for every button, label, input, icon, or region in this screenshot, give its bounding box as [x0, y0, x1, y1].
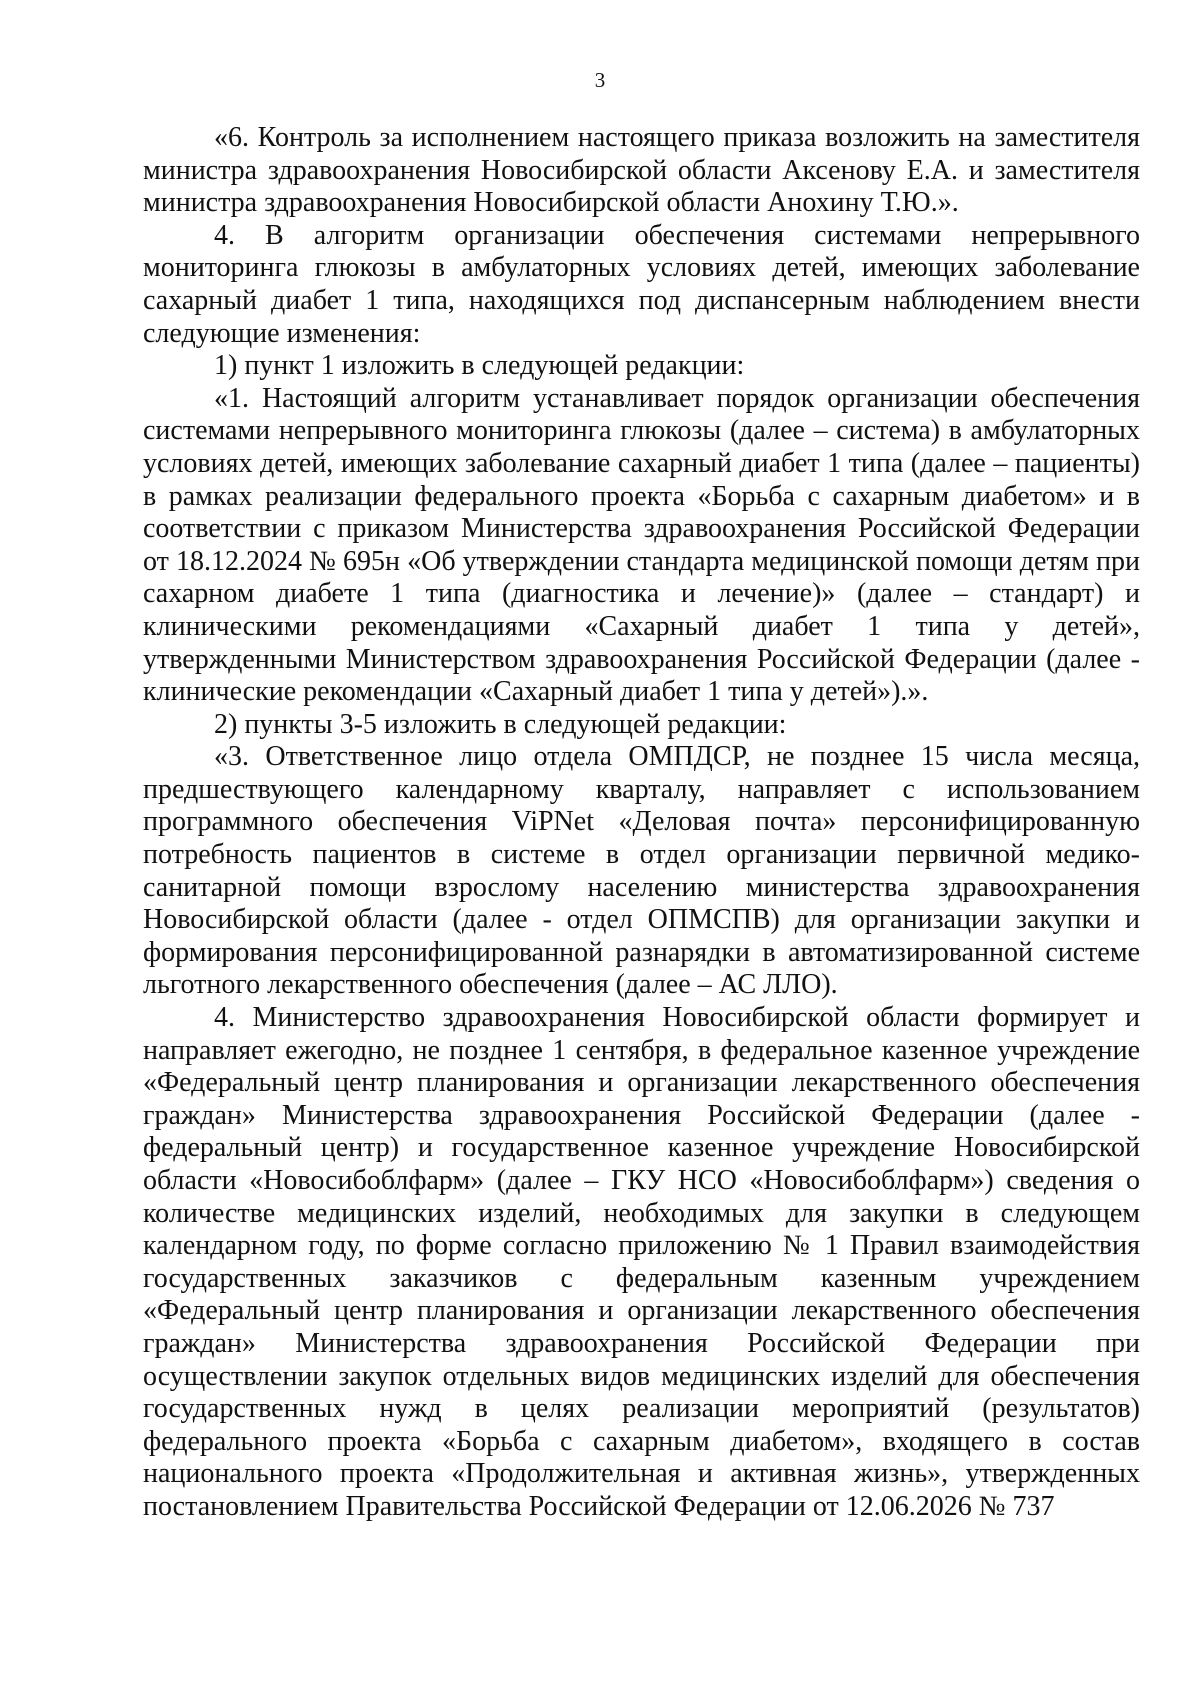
paragraph-control-clause: «6. Контроль за исполнением настоящего приказа возложить на заместителя министра здравоохранения Новосибирской области Аксенову Е.А. и заместителя министра здравоохранения Новосибирской области Анохину Т.Ю.». — [143, 122, 1140, 219]
paragraph-item-1-text: «1. Настоящий алгоритм устанавливает порядок организации обеспечения системами непрерывного мониторинга глюкозы (далее – система) в амбулаторных условиях детей, имеющих заболевание сахарный диабет 1 типа (далее – пациенты) в рамках реализации федерального проекта «Борьба с сахарным диабетом» и в соответствии с приказом Министерства здравоохранения Российской Федерации от 18.12.2024 № 695н «Об утверждении стандарта медицинской помощи детям при сахарном диабете 1 типа (диагностика и лечение)» (далее – стандарт) и клиническими рекомендациями «Сахарный диабет 1 типа у детей», утвержденными Министерством здравоохранения Российской Федерации (далее - клинические рекомендации «Сахарный диабет 1 типа у детей»).». — [143, 382, 1140, 708]
paragraph-item-1-intro: 1) пункт 1 изложить в следующей редакции: — [214, 350, 745, 382]
paragraph-item-4-text: 4. Министерство здравоохранения Новосибирской области формирует и направляет ежегодно, не позднее 1 сентября, в федеральное казенное учреждение «Федеральный центр планирования и организации лекарственного обеспечения граждан» Министерства здравоохранения Российской Федерации (далее - федеральный центр) и государственное казенное учреждение Новосибирской области «Новосибоблфарм» (далее – ГКУ НСО «Новосибоблфарм») сведения о количестве медицинских изделий, необходимых для закупки в следующем календарном году, по форме согласно приложению № 1 Правил взаимодействия государственных заказчиков с федеральным казенным учреждением «Федеральный центр планирования и организации лекарственного обеспечения граждан» Министерства здравоохранения Российской Федерации при осуществлении закупок отдельных видов медицинских изделий для обеспечения государственных нужд в целях реализации мероприятий (результатов) федерального проекта «Борьба с сахарным диабетом», входящего в состав национального проекта «Продолжительная и активная жизнь», утвержденных постановлением Правительства Российской Федерации от 12.06.2026 № 737 — [143, 1002, 1140, 1522]
paragraph-items-3-5-intro: 2) пункты 3-5 изложить в следующей редакции: — [214, 708, 787, 740]
page-number: 3 — [594, 68, 606, 92]
document-body — [143, 122, 1140, 1524]
paragraph-item-3-text: «3. Ответственное лицо отдела ОМПДСР, не позднее 15 числа месяца, предшествующего календарному кварталу, направляет с использованием программного обеспечения ViPNet «Деловая почта» персонифицированную потребность пациентов в системе в отдел организации первичной медико-санитарной помощи взрослому населению министерства здравоохранения Новосибирской области (далее - отдел ОПМСПВ) для организации закупки и формирования персонифицированной разнарядки в автоматизированной системе льготного лекарственного обеспечения (далее – АС ЛЛО). — [143, 741, 1140, 1001]
paragraph-algorithm-changes: 4. В алгоритм организации обеспечения системами непрерывного мониторинга глюкозы в амбулаторных условиях детей, имеющих заболевание сахарный диабет 1 типа, находящихся под диспансерным наблюдением внести следующие изменения: — [143, 219, 1140, 349]
